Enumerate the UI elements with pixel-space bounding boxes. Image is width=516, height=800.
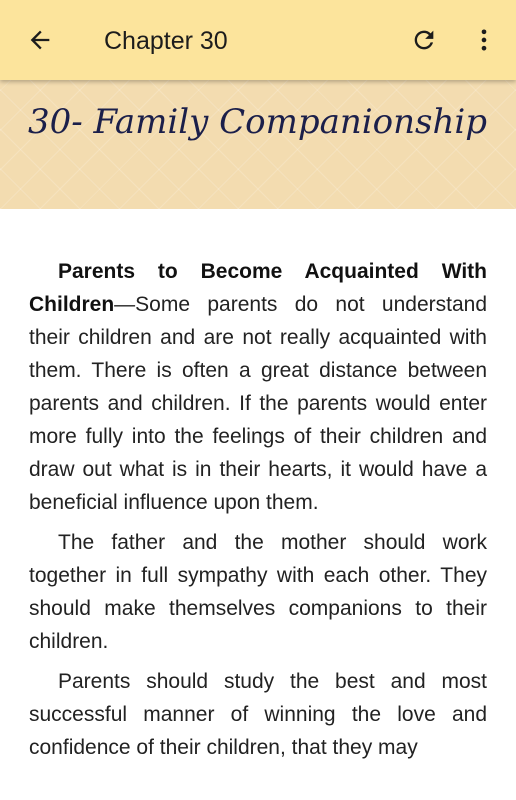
chapter-content	[29, 255, 487, 771]
paragraph-text: —Some parents do not understand their children and are not really acquainted with them. There is often a great distance between parents and children. If the parents would enter more fully into the feelings of their children and draw out what is in their hearts, it would have a beneficial influence upon them.	[29, 293, 487, 514]
paragraph-text: The father and the mother should work together in full sympathy with each other. They should make themselves companions to their children.	[29, 531, 487, 653]
page-title: Chapter 30	[104, 27, 228, 55]
back-button[interactable]	[22, 22, 58, 58]
app-bar	[0, 0, 516, 80]
arrow-left-icon	[26, 26, 54, 54]
refresh-icon	[410, 26, 438, 54]
chapter-banner	[0, 80, 516, 209]
paragraph	[29, 665, 487, 764]
paragraph-text: Parents should study the best and most successful manner of winning the love and confidence of their children, that they may	[29, 670, 487, 759]
paragraph-lead: Parents to Become Acquainted With Children	[29, 260, 487, 316]
more-options-button[interactable]	[466, 22, 502, 58]
paragraph	[29, 526, 487, 658]
chapter-heading: 30- Family Companionship	[28, 102, 487, 142]
refresh-button[interactable]	[406, 22, 442, 58]
more-vert-icon	[470, 26, 498, 54]
paragraph	[29, 255, 487, 519]
